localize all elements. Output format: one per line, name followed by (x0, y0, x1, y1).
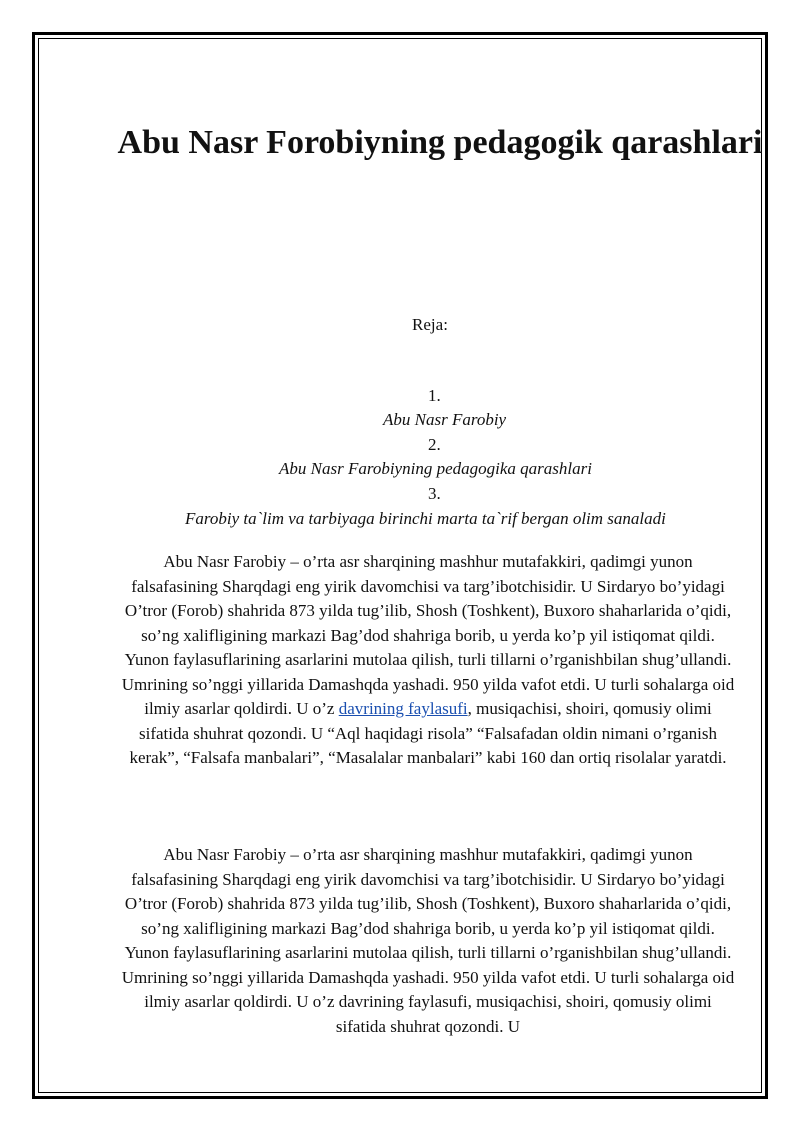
plan-item-1-text: Abu Nasr Farobiy (383, 410, 507, 429)
paragraph-1-text-b: , musiqachisi, shoiri, qomusiy olimi sifatida shuhrat qozondi. U “Aql haqidagi risola” “Falsafadan oldin nimani o’rganish kerak”, “Falsafa manbalari”, “Masalalar manbalari” kabi 160 dan ortiq risolalar yaratdi. (129, 699, 727, 767)
body-paragraph-2: Abu Nasr Farobiy – o’rta asr sharqining mashhur mutafakkiri, qadimgi yunon falsafasining Sharqdagi eng yirik davomchisi va targ’ibotchisidir. U Sirdaryo bo’yidagi O’tror (Forob) shahrida 873 yilda tug’ilib, Shosh (Toshkent), Buxoro shaharlarida o’qidi, so’ng xalifligining markazi Bag’dod shahriga borib, u yerda ko’p yil istiqomat qildi. Yunon faylasuflarining asarlarini mutolaa qilish, turli tillarni o’rganishbilan shug’ullandi. Umrining so’nggi yillarida Damashqda yashadi. 950 yilda vafot etdi. U turli sohalarga oid ilmiy asarlar qoldirdi. U o’z davrining faylasufi, musiqachisi, shoiri, qomusiy olimi sifatida shuhrat qozondi. U (121, 845, 735, 1036)
plan-heading: Reja: (412, 315, 448, 334)
body-paragraph-1 (118, 550, 738, 771)
plan-item-1-number: 1. (428, 386, 441, 405)
plan-item-2-number: 2. (428, 435, 441, 454)
faylasuf-link[interactable]: davrining faylasufi (338, 699, 468, 718)
plan-item-2-text: Abu Nasr Farobiyning pedagogika qarashlari (279, 459, 592, 478)
document-title: Abu Nasr Forobiyning pedagogik qarashlari (117, 124, 763, 161)
paragraph-1-text-a: Abu Nasr Farobiy – o’rta asr sharqining mashhur mutafakkiri, qadimgi yunon falsafasining Sharqdagi eng yirik davomchisi va targ’ibotchisidir. U Sirdaryo bo’yidagi O’tror (Forob) shahrida 873 yilda tug’ilib, Shosh (Toshkent), Buxoro shaharlarida o’qidi, so’ng xalifligining markazi Bag’dod shahriga borib, u yerda ko’p yil istiqomat qildi. Yunon faylasuflarining asarlarini mutolaa qilish, turli tillarni o’rganishbilan shug’ullandi. Umrining so’nggi yillarida Damashqda yashadi. 950 yilda vafot etdi. U turli sohalarga oid ilmiy asarlar qoldirdi. U o’z (121, 552, 735, 718)
plan-item-3-number: 3. (428, 484, 441, 503)
plan-item-3-text: Farobiy ta`lim va tarbiyaga birinchi marta ta`rif bergan olim sanaladi (185, 509, 666, 528)
